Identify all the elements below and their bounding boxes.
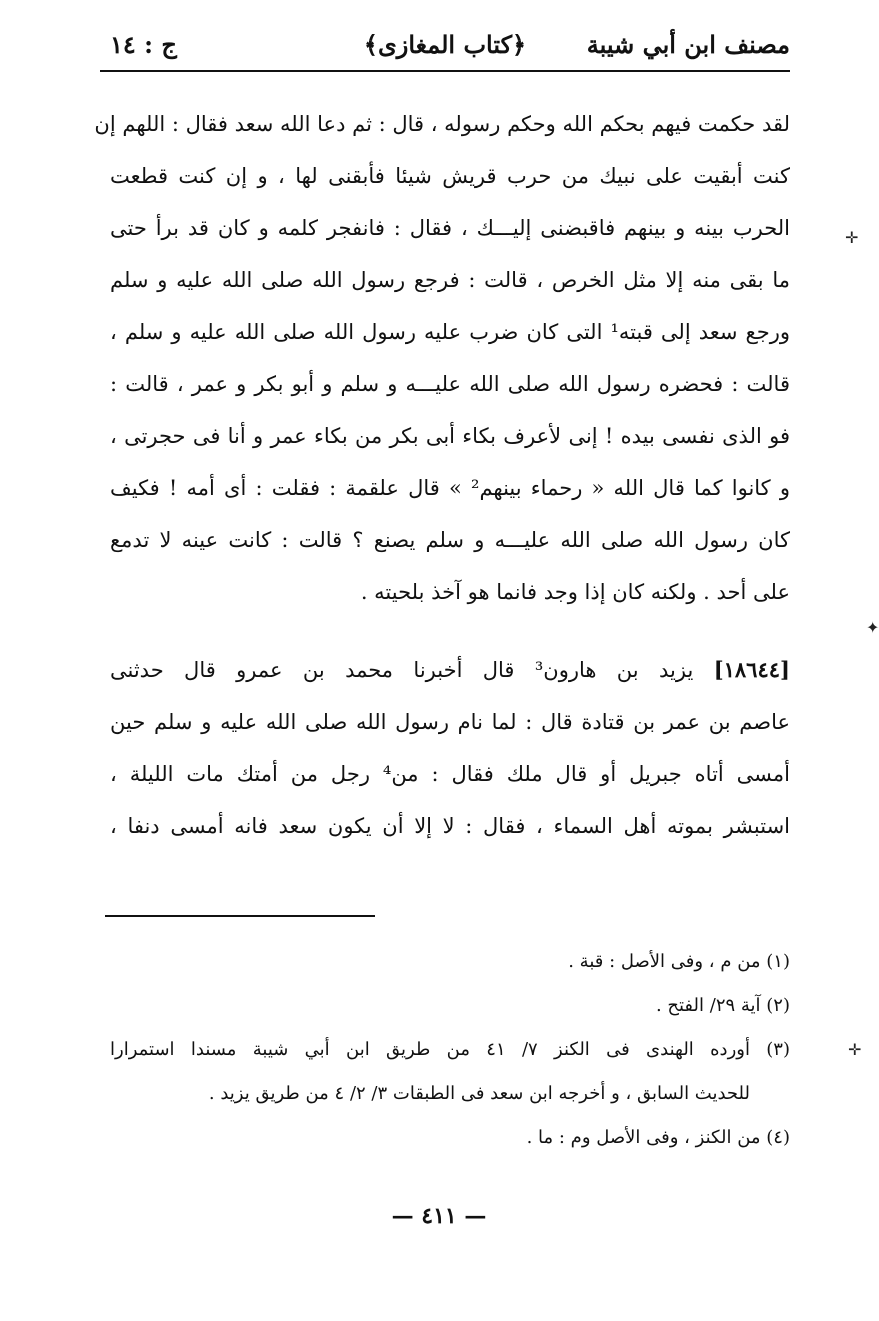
footnote-continuation: للحديث السابق ، و أخرجه ابن سعد فى الطبقات ٣/ ٢/ ٤ من طريق يزيد . <box>208 1083 750 1104</box>
text-line: قالت : فحضره رسول الله صلى الله عليـــه و سلم و أبو بكر و عمر ، قالت : <box>110 372 790 396</box>
text-line: الحرب بينه و بينهم فاقبضنى إليـــك ، فقال : فانفجر كلمه و كان قد برأ حتى <box>110 216 790 240</box>
margin-cross-icon: ✛ <box>845 228 859 247</box>
text-line: استبشر بموته أهل السماء ، فقال : لا إلا أن يكون سعد فانه أمسى دنفا ، <box>110 814 790 838</box>
text-line: على أحد . ولكنه كان إذا وجد فانما هو آخذ بلحيته . <box>360 580 790 604</box>
margin-mark-icon: ✦ <box>866 618 879 637</box>
text-line: فو الذى نفسى بيده ! إنى لأعرف بكاء أبى بكر من بكاء عمر و أنا فى حجرتى ، <box>110 424 790 448</box>
text-line: ما بقى منه إلا مثل الخرص ، قالت : فرجع رسول الله صلى الله عليه و سلم <box>110 268 790 292</box>
page-header <box>100 24 790 72</box>
text-line: لقد حكمت فيهم بحكم الله وحكم رسوله ، قال : ثم دعا الله سعد فقال : اللهم إن <box>94 112 790 136</box>
book-title: مصنف ابن أبي شيبة <box>586 30 790 59</box>
entry-first-line <box>110 644 790 696</box>
main-text <box>94 98 791 852</box>
footnote: (٢) آية ٢٩/ الفتح . <box>655 995 790 1016</box>
paragraph-gap <box>110 618 790 644</box>
footnotes <box>110 940 790 1160</box>
footnote: (٤) من الكنز ، وفى الأصل وم : ما . <box>526 1127 790 1148</box>
section-title: ﴿كتاب المغازى﴾ <box>363 30 527 59</box>
text-line: كان رسول الله صلى الله عليـــه و سلم يصنع ؟ قالت : كانت عينه لا تدمع <box>110 528 790 552</box>
footnote: (١) من م ، وفى الأصل : قبة . <box>568 951 790 972</box>
text-line: عاصم بن عمر بن قتادة قال : لما نام رسول الله صلى الله عليه و سلم حين <box>110 710 790 734</box>
volume-label: ج : ١٤ <box>110 30 177 59</box>
footnote: (٣) أورده الهندى فى الكنز ٧/ ٤١ من طريق ابن أبي شيبة مسندا استمرارا <box>110 1039 790 1060</box>
entry-number: [١٨٦٤٤] <box>713 657 790 682</box>
entry-line-text: يزيد بن هارون³ قال أخبرنا محمد بن عمرو قال حدثنى <box>110 658 694 682</box>
footnote-divider <box>105 915 375 917</box>
margin-cross-icon: ✛ <box>848 1040 862 1059</box>
text-line: ورجع سعد إلى قبته¹ التى كان ضرب عليه رسول الله صلى الله عليه و سلم ، <box>110 320 790 344</box>
text-line: و كانوا كما قال الله « رحماء بينهم² » قال علقمة : فقلت : أى أمه ! فكيف <box>110 476 791 500</box>
page-number: — ٤١١ — <box>391 1203 487 1229</box>
text-line: كنت أبقيت على نبيك من حرب قريش شيئا فأبقنى لها ، و إن كنت قطعت <box>110 164 790 188</box>
text-line: أمسى أتاه جبريل أو قال ملك فقال : من⁴ رجل من أمتك مات الليلة ، <box>110 762 791 786</box>
